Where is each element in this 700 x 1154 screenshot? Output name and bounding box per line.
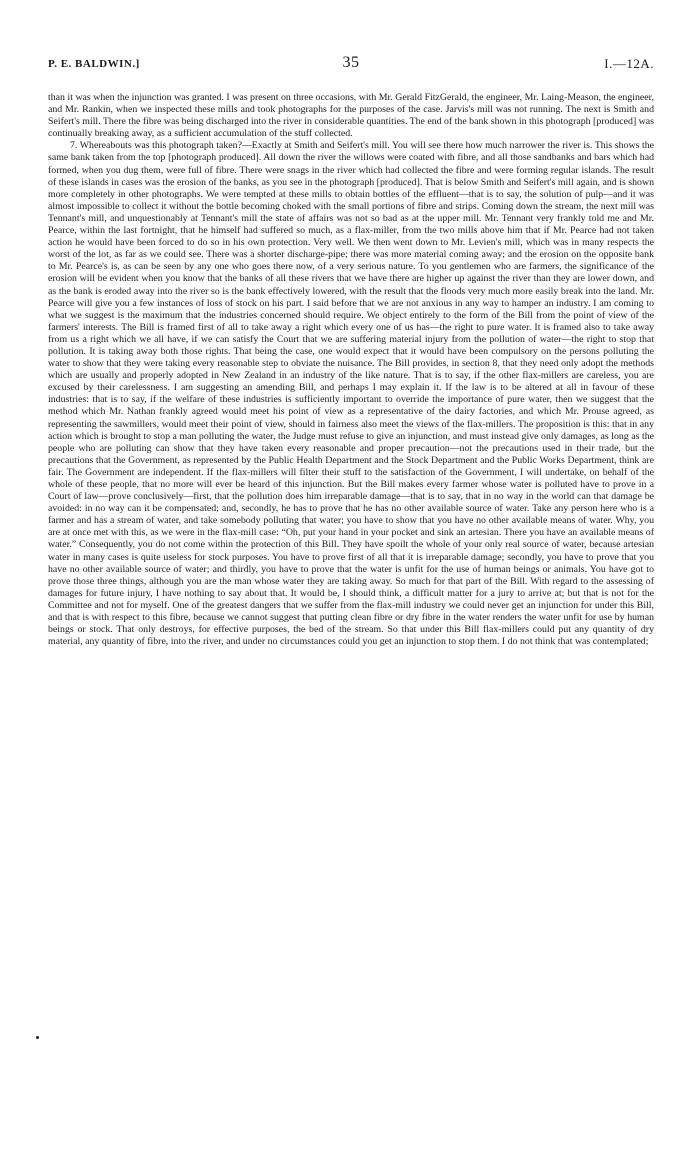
page-header xyxy=(48,54,654,76)
paragraph-question-7: 7. Whereabouts was this photograph taken?—Exactly at Smith and Seifert's mill. You will see there how much narrower the river is. This shows the same bank taken from the top [photograph produced]. All down the river the willows were coated with fibre, and all those sandbanks and bars which had formed, when you dug them, were full of fibre. There were snags in the river which had collected the fibre and were forming regular islands. The result of these islands in cases was the erosion of the banks, as you see in the photograph [produced]. That is below Smith and Seifert's mill again, and is shown more completely in other photographs. We were tempted at these mills to obtain bottles of the effluent—that is to say, the solution of pulp—and it was almost impossible to collect it without the bottle becoming choked with the small portions of fibre and strips. Coming down the stream, the next mill was Tennant's mill, and unquestionably at Tennant's mill the state of affairs was not so bad as at the upper mill. Mr. Tennant very frankly told me and Mr. Pearce, within the last fortnight, that he himself had suffered so much, as a flax-miller, from the two mills above him that if Mr. Pearce had not taken action he would have been forced to do so in his own protection. Very well. We then went down to Mr. Levien's mill, which was in many respects the worst of the lot, as far as we could see. There was a shorter discharge-pipe; there was more material coming away; and the erosion on the opposite bank to Mr. Pearce's is, as can be seen by any one who goes there now, of a very serious nature. To you gentlemen who are farmers, the significance of the erosion will be evident when you know that the banks of all these rivers that we have there are higher up against the river than they are lower down, and as the bank is eroded away into the river so is the bank effectively lowered, with the result that the floods very much more easily break into the land. Mr. Pearce will give you a few instances of loss of stock on his part. I said before that we are not anxious in any way to hamper an industry. I am coming to what we suggest is the maximum that the industries concerned should require. We object entirely to the form of the Bill from the point of view of the farmers' interests. The Bill is framed first of all to take away a right which every one of us has—the right to pure water. It is framed also to take away from us a right which we all have, if we can satisfy the Court that we are suffering material injury from the pollution of water—the right to stop that pollution. It is taking away both those rights. That being the case, one would expect that it would have been compulsory on the persons polluting the water to show that they were taking every reasonable step to obviate the nuisance. The Bill provides, in section 8, that they need only adopt the methods which are usually and properly adopted in New Zealand in an industry of the like nature. That is to say, if the other flax-millers are careless, you are excused by their carelessness. I am suggesting an amending Bill, and perhaps I may explain it. If the law is to be altered at all in favour of these industries: that is to say, if the welfare of these industries is sufficiently important to override the importance of pure water, then we suggest that the method which Mr. Nathan frankly agreed would meet his point of view as a representative of the dairy factories, and which Mr. Prouse agreed, as representing the sawmillers, would meet their point of view, should in fairness also meet the views of the flax-millers. The proposition is this: that in any action which is brought to stop a man polluting the water, the Judge must refuse to give an injunction, and must instead give only damages, as long as the people who are polluting can show that they have taken every reasonable and proper precaution—not the precautions used in their trade, but the precautions that the Government, as represented by the Public Health Department and the Stock Department and the Public Works Department, think are fair. The Government are independent. If the flax-millers will filter their stuff to the satisfaction of the Government, I will undertake, on behalf of the whole of these people, that no more will ever be heard of this injunction. But the Bill makes every farmer whose water is polluted have to prove in a Court of law—prove conclusively—first, that the pollution does him irreparable damage—that is to say, that in no way in the world can that damage be avoided: in no way can it be compensated; and, secondly, he has to prove that he has no other available source of water. Take any person here who is a farmer and has a stream of water, and take somebody polluting that water; you have to show that you have no other available means of water. Why, you are at once met with this, as we were in the flax-mill case: “Oh, put your hand in your pocket and sink an artesian. There you have an available means of water.” Consequently, you do not come within the protection of this Bill. They have spoilt the whole of your only real source of water, because artesian water in many cases is quite useless for stock purposes. You have to prove first of all that it is irreparable damage; secondly, you have to prove that you have no other available source of water; and thirdly, you have to prove that the water is unfit for the use of human beings or animals. You have got to prove those three things, although you are the man whose water they are taking away. So much for that part of the Bill. With regard to the assessing of damages for future injury, I have nothing to say about that. It would be, I should think, a difficult matter for a jury to arrive at; but that is not for the Committee and not for myself. One of the greatest dangers that we suffer from the flax-mill industry we could never get an injunction for under this Bill, and that is with respect to this fibre, because we cannot suggest that putting clean fibre or dry fibre in the water renders the water unfit for use by human beings or stock. That only destroys, for effective purposes, the bed of the stream. So that under this Bill flax-millers could put any quantity of dry material, any quantity of fibre, into the river, and under no circumstances could you get an injunction to stop them. I do not think that was contemplated; xyxy=(48,140,654,648)
header-paper-reference: I.—12A. xyxy=(604,56,654,71)
paragraph-continuation: than it was when the injunction was granted. I was present on three occasions, with Mr. Gerald FitzGerald, the engineer, Mr. Laing-Meason, the engineer, and Mr. Rankin, when we inspected these mills and took photographs for the purposes of the case. Jarvis's mill was not running. The next is Smith and Seifert's mill. There the fibre was being discharged into the river in considerable quantities. The end of the bank shown in this photograph [produced] was continually breaking away, as a sufficient accumulation of the stuff collected. xyxy=(48,92,654,140)
margin-mark xyxy=(36,1036,39,1039)
body-text xyxy=(48,92,654,648)
document-page xyxy=(48,54,654,648)
header-page-number: 35 xyxy=(342,54,360,71)
header-witness-name: P. E. BALDWIN.] xyxy=(48,58,140,70)
